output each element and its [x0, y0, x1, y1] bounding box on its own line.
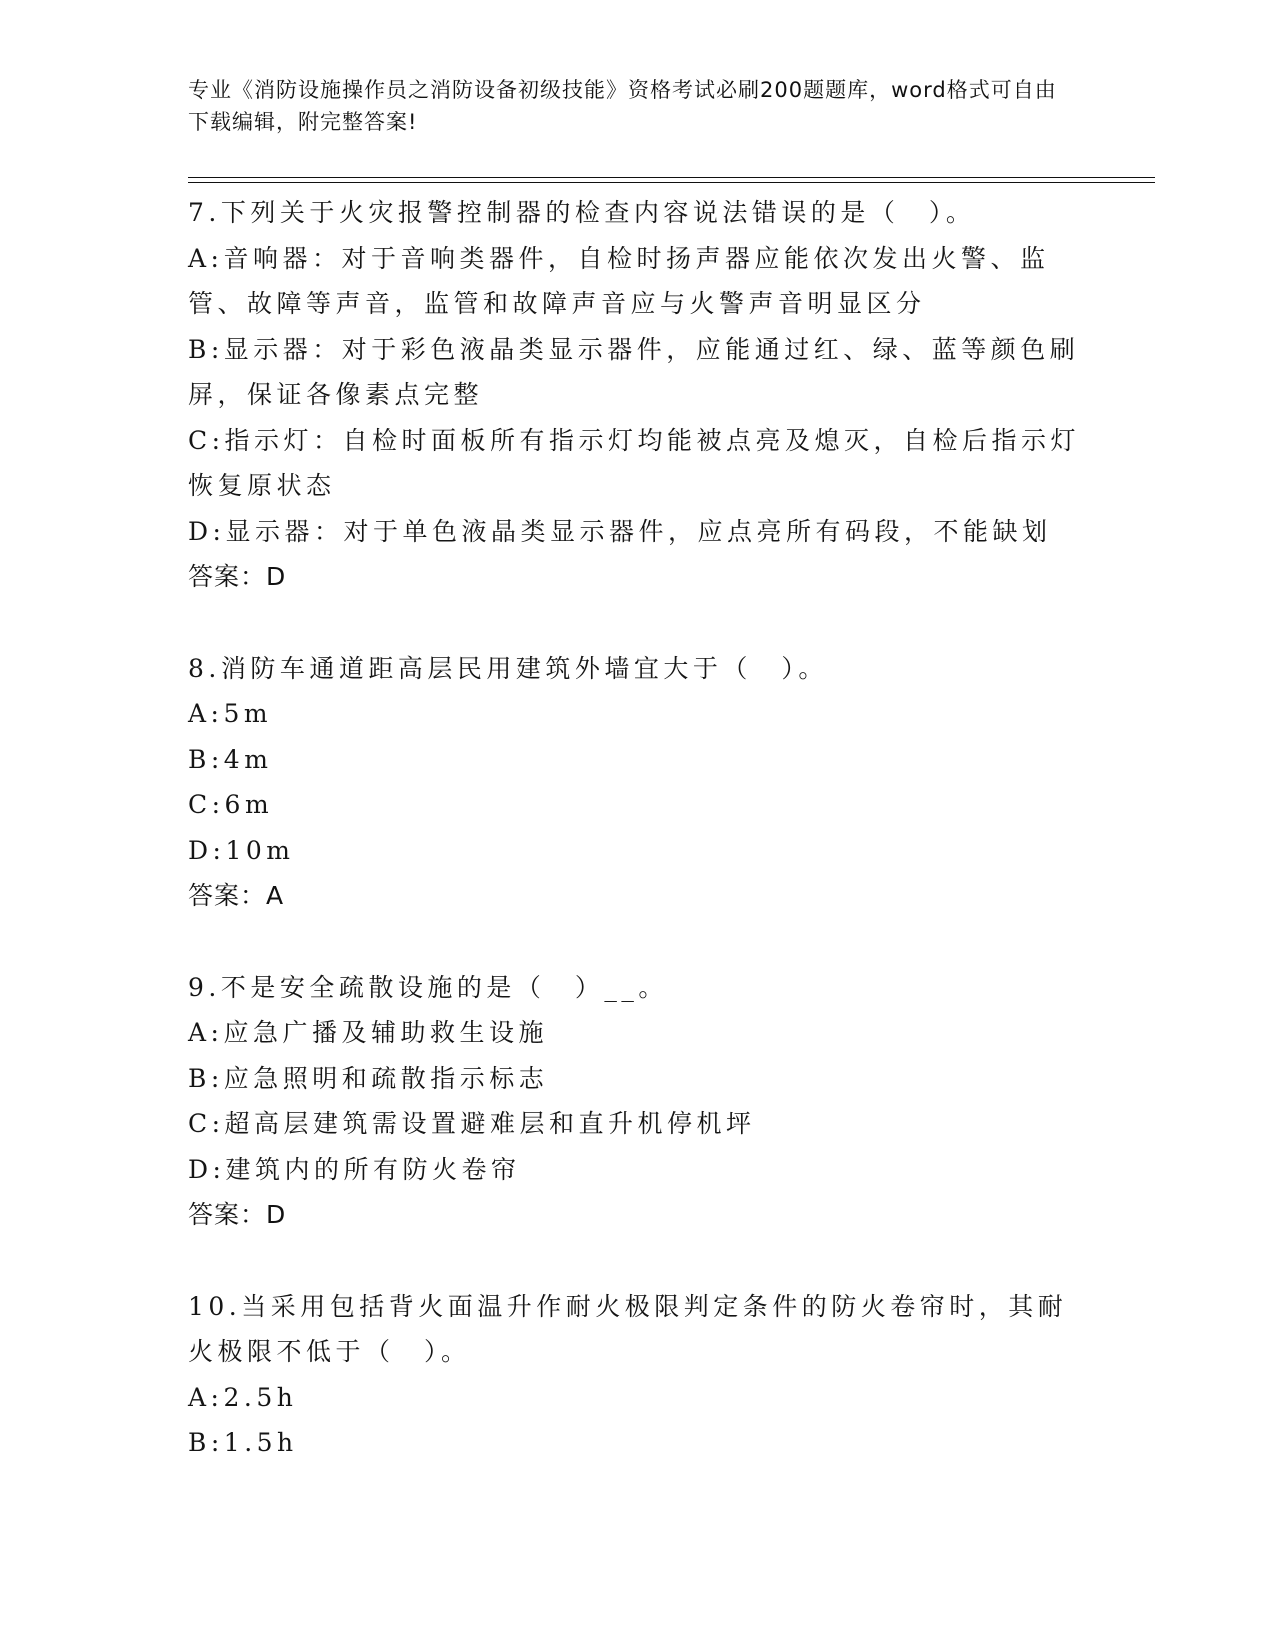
- option-c: C:6m: [188, 790, 274, 819]
- option-b: B:4m: [188, 744, 273, 774]
- header-divider-top: [188, 177, 1155, 178]
- option-a: A:应急广播及辅助救生设施: [188, 1018, 548, 1047]
- question-7: [188, 190, 1088, 600]
- option-a: A:音响器：对于音响类器件，自检时扬声器应能依次发出火警、监管、故障等声音，监管和故障声音应与火警声音明显区分: [188, 243, 1050, 318]
- question-spacer: [188, 1238, 1088, 1284]
- question-stem: 7.下列关于火灾报警控制器的检查内容说法错误的是（ ）。: [188, 198, 976, 227]
- question-10: [188, 1284, 1088, 1466]
- option-a: A:2.5h: [188, 1382, 298, 1412]
- option-d: D:10m: [188, 835, 295, 865]
- question-9: [188, 965, 1088, 1238]
- question-stem: 10.当采用包括背火面温升作耐火极限判定条件的防火卷帘时，其耐火极限不低于（ ）。: [188, 1291, 1068, 1366]
- question-stem: 8.消防车通道距高层民用建筑外墙宜大于（ ）。: [188, 653, 828, 683]
- option-d: D:建筑内的所有防火卷帘: [188, 1154, 521, 1184]
- option-b: B:显示器：对于彩色液晶类显示器件，应能通过红、绿、蓝等颜色刷屏，保证各像素点完整: [188, 334, 1080, 409]
- header-divider-bottom: [188, 182, 1155, 183]
- option-b: B:1.5h: [188, 1428, 298, 1457]
- document-intro: 专业《消防设施操作员之消防设备初级技能》资格考试必刷200题题库，word格式可自由下载编辑，附完整答案!: [188, 78, 1057, 134]
- option-a: A:5m: [188, 699, 273, 728]
- option-c: C:超高层建筑需设置避难层和直升机停机坪: [188, 1109, 756, 1138]
- question-spacer: [188, 919, 1088, 965]
- option-d: D:显示器：对于单色液晶类显示器件，应点亮所有码段，不能缺划: [188, 516, 1052, 546]
- question-stem: 9.不是安全疏散设施的是（ ）__。: [188, 972, 668, 1002]
- answer: 答案：A: [188, 881, 285, 910]
- answer: 答案：D: [188, 562, 287, 591]
- option-c: C:指示灯：自检时面板所有指示灯均能被点亮及熄灭，自检后指示灯恢复原状态: [188, 425, 1081, 500]
- question-8: [188, 646, 1088, 919]
- question-spacer: [188, 600, 1088, 646]
- answer: 答案：D: [188, 1200, 287, 1229]
- option-b: B:应急照明和疏散指示标志: [188, 1063, 549, 1093]
- question-list: [188, 190, 1088, 1466]
